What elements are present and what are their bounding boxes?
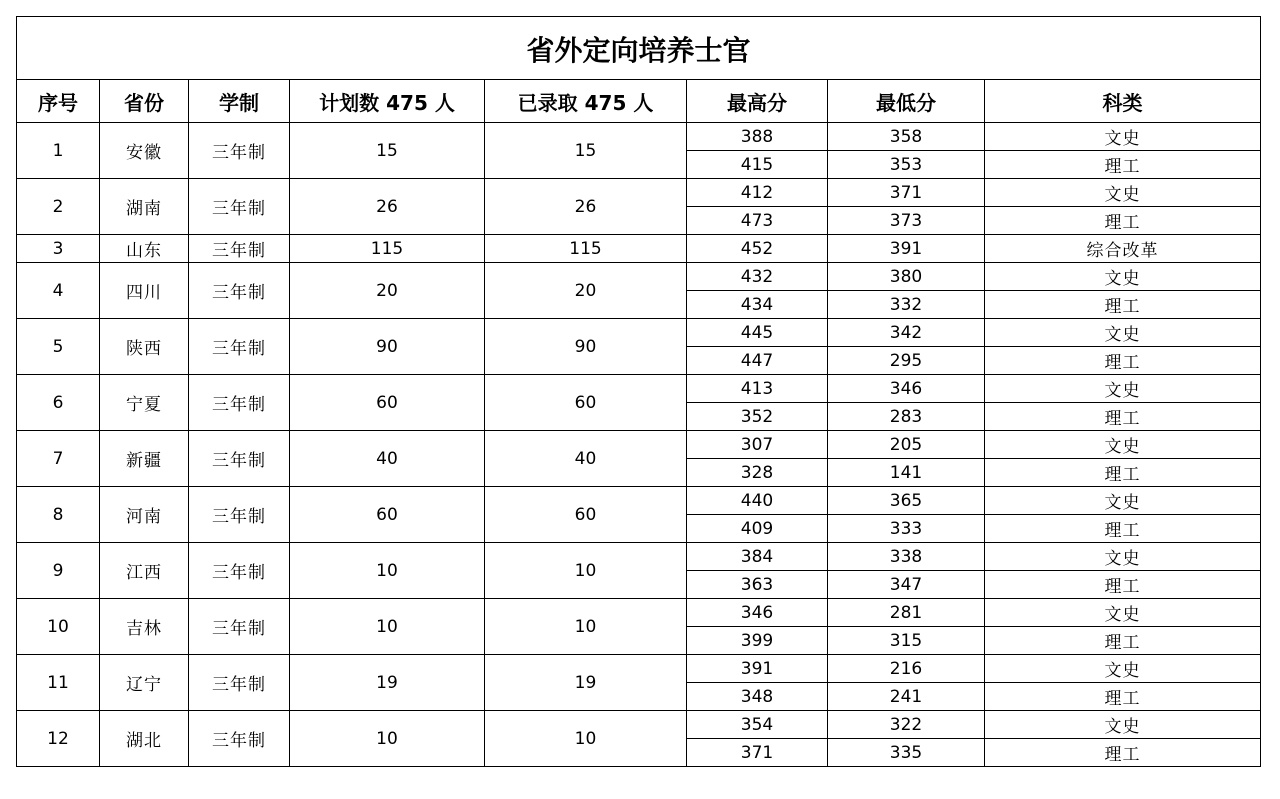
header-max-score: 最高分 <box>687 80 828 123</box>
max-score-cell: 399 <box>687 627 828 655</box>
table-row <box>17 431 1261 459</box>
header-system: 学制 <box>189 80 290 123</box>
admitted-count-cell: 19 <box>485 655 687 711</box>
category-cell: 文史 <box>985 431 1261 459</box>
max-score-cell: 307 <box>687 431 828 459</box>
admission-table <box>16 16 1261 767</box>
category-cell: 理工 <box>985 459 1261 487</box>
admitted-count-cell: 26 <box>485 179 687 235</box>
province-cell: 四川 <box>100 263 189 319</box>
admitted-count-cell: 60 <box>485 375 687 431</box>
plan-count-cell: 10 <box>290 543 485 599</box>
province-cell: 吉林 <box>100 599 189 655</box>
province-cell: 湖南 <box>100 179 189 235</box>
category-cell: 文史 <box>985 711 1261 739</box>
header-row <box>17 80 1261 123</box>
max-score-cell: 445 <box>687 319 828 347</box>
table-row <box>17 235 1261 263</box>
category-cell: 文史 <box>985 599 1261 627</box>
header-admitted: 已录取 475 人 <box>485 80 687 123</box>
system-cell: 三年制 <box>189 123 290 179</box>
category-cell: 理工 <box>985 207 1261 235</box>
max-score-cell: 391 <box>687 655 828 683</box>
row-number: 6 <box>17 375 100 431</box>
min-score-cell: 358 <box>828 123 985 151</box>
max-score-cell: 434 <box>687 291 828 319</box>
table-row <box>17 319 1261 347</box>
header-plan: 计划数 475 人 <box>290 80 485 123</box>
row-number: 4 <box>17 263 100 319</box>
province-cell: 山东 <box>100 235 189 263</box>
table-row <box>17 711 1261 739</box>
max-score-cell: 388 <box>687 123 828 151</box>
system-cell: 三年制 <box>189 543 290 599</box>
plan-count-cell: 60 <box>290 487 485 543</box>
header-no: 序号 <box>17 80 100 123</box>
min-score-cell: 241 <box>828 683 985 711</box>
system-cell: 三年制 <box>189 711 290 767</box>
plan-count-cell: 115 <box>290 235 485 263</box>
max-score-cell: 473 <box>687 207 828 235</box>
province-cell: 陕西 <box>100 319 189 375</box>
system-cell: 三年制 <box>189 319 290 375</box>
category-cell: 文史 <box>985 319 1261 347</box>
category-cell: 理工 <box>985 151 1261 179</box>
plan-count-cell: 60 <box>290 375 485 431</box>
category-cell: 理工 <box>985 347 1261 375</box>
table-body <box>17 123 1261 767</box>
admitted-count-cell: 60 <box>485 487 687 543</box>
category-cell: 理工 <box>985 403 1261 431</box>
system-cell: 三年制 <box>189 487 290 543</box>
max-score-cell: 348 <box>687 683 828 711</box>
min-score-cell: 365 <box>828 487 985 515</box>
province-cell: 辽宁 <box>100 655 189 711</box>
max-score-cell: 415 <box>687 151 828 179</box>
category-cell: 文史 <box>985 655 1261 683</box>
row-number: 12 <box>17 711 100 767</box>
plan-count-cell: 26 <box>290 179 485 235</box>
system-cell: 三年制 <box>189 179 290 235</box>
max-score-cell: 363 <box>687 571 828 599</box>
max-score-cell: 354 <box>687 711 828 739</box>
min-score-cell: 141 <box>828 459 985 487</box>
min-score-cell: 283 <box>828 403 985 431</box>
category-cell: 文史 <box>985 179 1261 207</box>
min-score-cell: 333 <box>828 515 985 543</box>
admitted-count-cell: 10 <box>485 543 687 599</box>
table-row <box>17 375 1261 403</box>
title-row <box>17 17 1261 80</box>
province-cell: 宁夏 <box>100 375 189 431</box>
row-number: 8 <box>17 487 100 543</box>
row-number: 9 <box>17 543 100 599</box>
min-score-cell: 353 <box>828 151 985 179</box>
max-score-cell: 352 <box>687 403 828 431</box>
plan-count-cell: 19 <box>290 655 485 711</box>
system-cell: 三年制 <box>189 431 290 487</box>
plan-count-cell: 20 <box>290 263 485 319</box>
admitted-count-cell: 40 <box>485 431 687 487</box>
category-cell: 文史 <box>985 263 1261 291</box>
min-score-cell: 216 <box>828 655 985 683</box>
min-score-cell: 335 <box>828 739 985 767</box>
plan-count-cell: 15 <box>290 123 485 179</box>
province-cell: 安徽 <box>100 123 189 179</box>
category-cell: 理工 <box>985 515 1261 543</box>
plan-count-cell: 10 <box>290 599 485 655</box>
max-score-cell: 440 <box>687 487 828 515</box>
category-cell: 综合改革 <box>985 235 1261 263</box>
min-score-cell: 332 <box>828 291 985 319</box>
table-row <box>17 263 1261 291</box>
header-province: 省份 <box>100 80 189 123</box>
row-number: 3 <box>17 235 100 263</box>
plan-count-cell: 40 <box>290 431 485 487</box>
row-number: 7 <box>17 431 100 487</box>
row-number: 2 <box>17 179 100 235</box>
category-cell: 理工 <box>985 291 1261 319</box>
table-row <box>17 599 1261 627</box>
category-cell: 理工 <box>985 683 1261 711</box>
max-score-cell: 371 <box>687 739 828 767</box>
header-min-score: 最低分 <box>828 80 985 123</box>
admitted-count-cell: 20 <box>485 263 687 319</box>
max-score-cell: 409 <box>687 515 828 543</box>
plan-count-cell: 90 <box>290 319 485 375</box>
admitted-count-cell: 10 <box>485 711 687 767</box>
category-cell: 理工 <box>985 571 1261 599</box>
row-number: 11 <box>17 655 100 711</box>
max-score-cell: 413 <box>687 375 828 403</box>
max-score-cell: 447 <box>687 347 828 375</box>
max-score-cell: 432 <box>687 263 828 291</box>
min-score-cell: 373 <box>828 207 985 235</box>
max-score-cell: 412 <box>687 179 828 207</box>
min-score-cell: 322 <box>828 711 985 739</box>
province-cell: 江西 <box>100 543 189 599</box>
min-score-cell: 347 <box>828 571 985 599</box>
header-category: 科类 <box>985 80 1261 123</box>
min-score-cell: 295 <box>828 347 985 375</box>
admitted-count-cell: 10 <box>485 599 687 655</box>
table-row <box>17 655 1261 683</box>
min-score-cell: 338 <box>828 543 985 571</box>
max-score-cell: 346 <box>687 599 828 627</box>
admitted-count-cell: 15 <box>485 123 687 179</box>
min-score-cell: 205 <box>828 431 985 459</box>
system-cell: 三年制 <box>189 263 290 319</box>
system-cell: 三年制 <box>189 235 290 263</box>
max-score-cell: 328 <box>687 459 828 487</box>
system-cell: 三年制 <box>189 375 290 431</box>
min-score-cell: 281 <box>828 599 985 627</box>
category-cell: 文史 <box>985 487 1261 515</box>
admitted-count-cell: 90 <box>485 319 687 375</box>
table-row <box>17 487 1261 515</box>
min-score-cell: 371 <box>828 179 985 207</box>
max-score-cell: 452 <box>687 235 828 263</box>
province-cell: 湖北 <box>100 711 189 767</box>
min-score-cell: 391 <box>828 235 985 263</box>
table-row <box>17 123 1261 151</box>
category-cell: 文史 <box>985 375 1261 403</box>
min-score-cell: 346 <box>828 375 985 403</box>
category-cell: 理工 <box>985 627 1261 655</box>
row-number: 1 <box>17 123 100 179</box>
category-cell: 理工 <box>985 739 1261 767</box>
min-score-cell: 315 <box>828 627 985 655</box>
admitted-count-cell: 115 <box>485 235 687 263</box>
table-row <box>17 179 1261 207</box>
category-cell: 文史 <box>985 123 1261 151</box>
max-score-cell: 384 <box>687 543 828 571</box>
system-cell: 三年制 <box>189 655 290 711</box>
province-cell: 河南 <box>100 487 189 543</box>
category-cell: 文史 <box>985 543 1261 571</box>
row-number: 10 <box>17 599 100 655</box>
row-number: 5 <box>17 319 100 375</box>
system-cell: 三年制 <box>189 599 290 655</box>
table-row <box>17 543 1261 571</box>
plan-count-cell: 10 <box>290 711 485 767</box>
table-title: 省外定向培养士官 <box>17 17 1261 80</box>
min-score-cell: 342 <box>828 319 985 347</box>
province-cell: 新疆 <box>100 431 189 487</box>
min-score-cell: 380 <box>828 263 985 291</box>
